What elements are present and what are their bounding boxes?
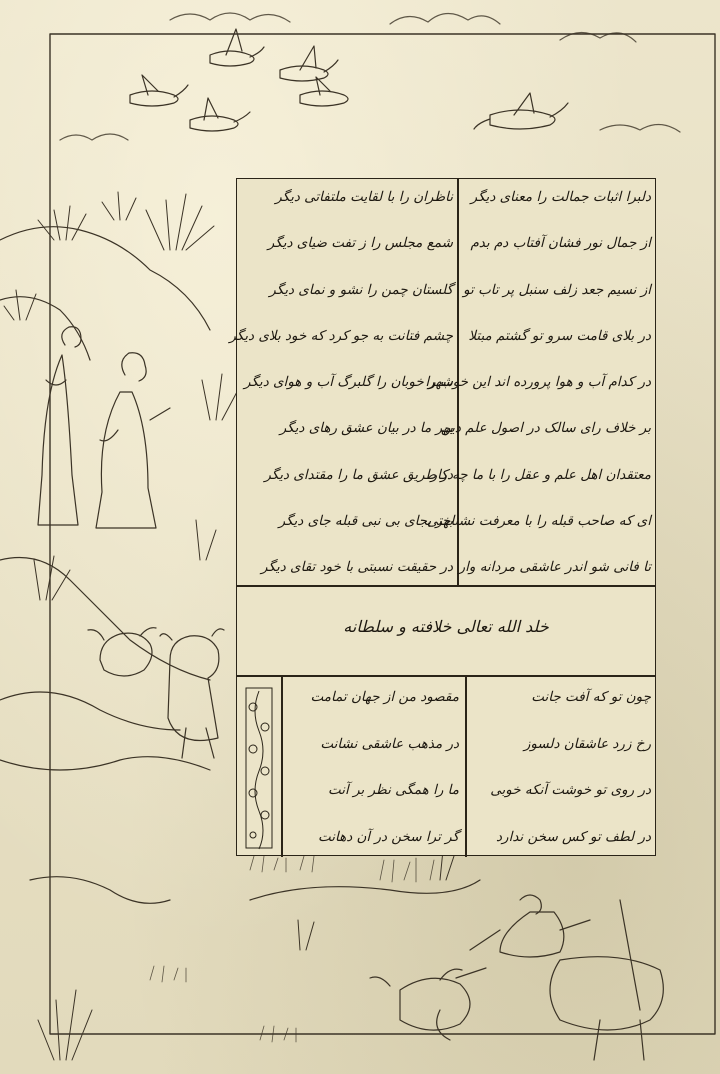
verse-line: در لطف تو کس سخن ندارد [496, 828, 651, 845]
verse-line: چون تو که آفت جانت [531, 689, 651, 705]
cloud-scroll [60, 13, 680, 140]
verse-line: بر خلاف رای سالک در اصول علم دین [440, 420, 651, 437]
couple-figures [38, 327, 170, 528]
verse-line: ناظران را با لقایت ملتفاتی دیگر [275, 189, 453, 205]
verse-line: در کدام آب و هوا پرورده اند این خوب را [425, 374, 651, 390]
upper-left-column [229, 187, 453, 577]
verse-line: مقصود من از جهان تمامت [310, 689, 459, 705]
verse-line: در روی تو خوشت آنکه خوبی [490, 782, 651, 799]
verse-line: شمع مجلس را ز تفت ضیای دیگر [267, 235, 453, 252]
verse-line: از نسیم جعد زلف سنبل پر تاب تو [463, 281, 651, 298]
verse-line: گر ترا سخن در آن دهانت [317, 828, 459, 845]
verse-line: بهر ما در بیان عشق رهای دیگر [279, 420, 453, 437]
lower-column-divider [465, 675, 467, 857]
floral-panel-divider [281, 675, 283, 857]
verse-line: معتقدان اهل علم و عقل را با ما چه کار [430, 466, 651, 483]
heading-top-rule [237, 585, 655, 587]
verse-line: چشم فتانت به جو کرد که خود بلای دیگر [229, 327, 453, 344]
verse-line: در بلای قامت سرو تو گشتم مبتلا [468, 327, 651, 344]
flying-geese [130, 29, 568, 131]
verse-line: ای که صاحب قبله را با معرفت نشناختی [426, 512, 651, 529]
lower-left-column [289, 687, 459, 847]
verse-line: شهر خوبان را گلبرگ آب و هوای دیگر [244, 374, 453, 390]
verse-panel [229, 178, 656, 856]
verse-line: در مذهب عاشقی نشانت [320, 735, 459, 752]
upper-right-column [425, 187, 651, 577]
verse-line: در طریق عشق ما را مقتدای دیگر [264, 466, 453, 483]
verse-line: از جمال نور فشان آفتاب دم بدم [470, 235, 651, 252]
lower-right-column [473, 687, 651, 847]
verse-line: گلستان چمن را نشو و نمای دیگر [269, 281, 453, 298]
verse-line: ما را همگی نظر بر آنت [328, 782, 459, 799]
section-heading: خلد الله تعالی خلافته و سلطانه [343, 617, 549, 636]
verse-line: تا فانی شو اندر عاشقی مردانه وار [458, 559, 651, 575]
verse-line: رخ زرد عاشقان دلسوز [523, 735, 651, 752]
heading-bottom-rule [237, 675, 655, 677]
cattle-left [88, 628, 224, 758]
grass-hatching [150, 856, 434, 1042]
verse-line: بهر بجای بی نبی قبله جای دیگر [278, 512, 453, 529]
herder-and-cattle [370, 895, 663, 1060]
verse-line: دلبرا اثبات جمالت را معنای دیگر [470, 189, 651, 205]
floral-vine-ornament [245, 687, 273, 849]
verse-line: در حقیقت نسبتی با خود تقای دیگر [261, 559, 453, 575]
